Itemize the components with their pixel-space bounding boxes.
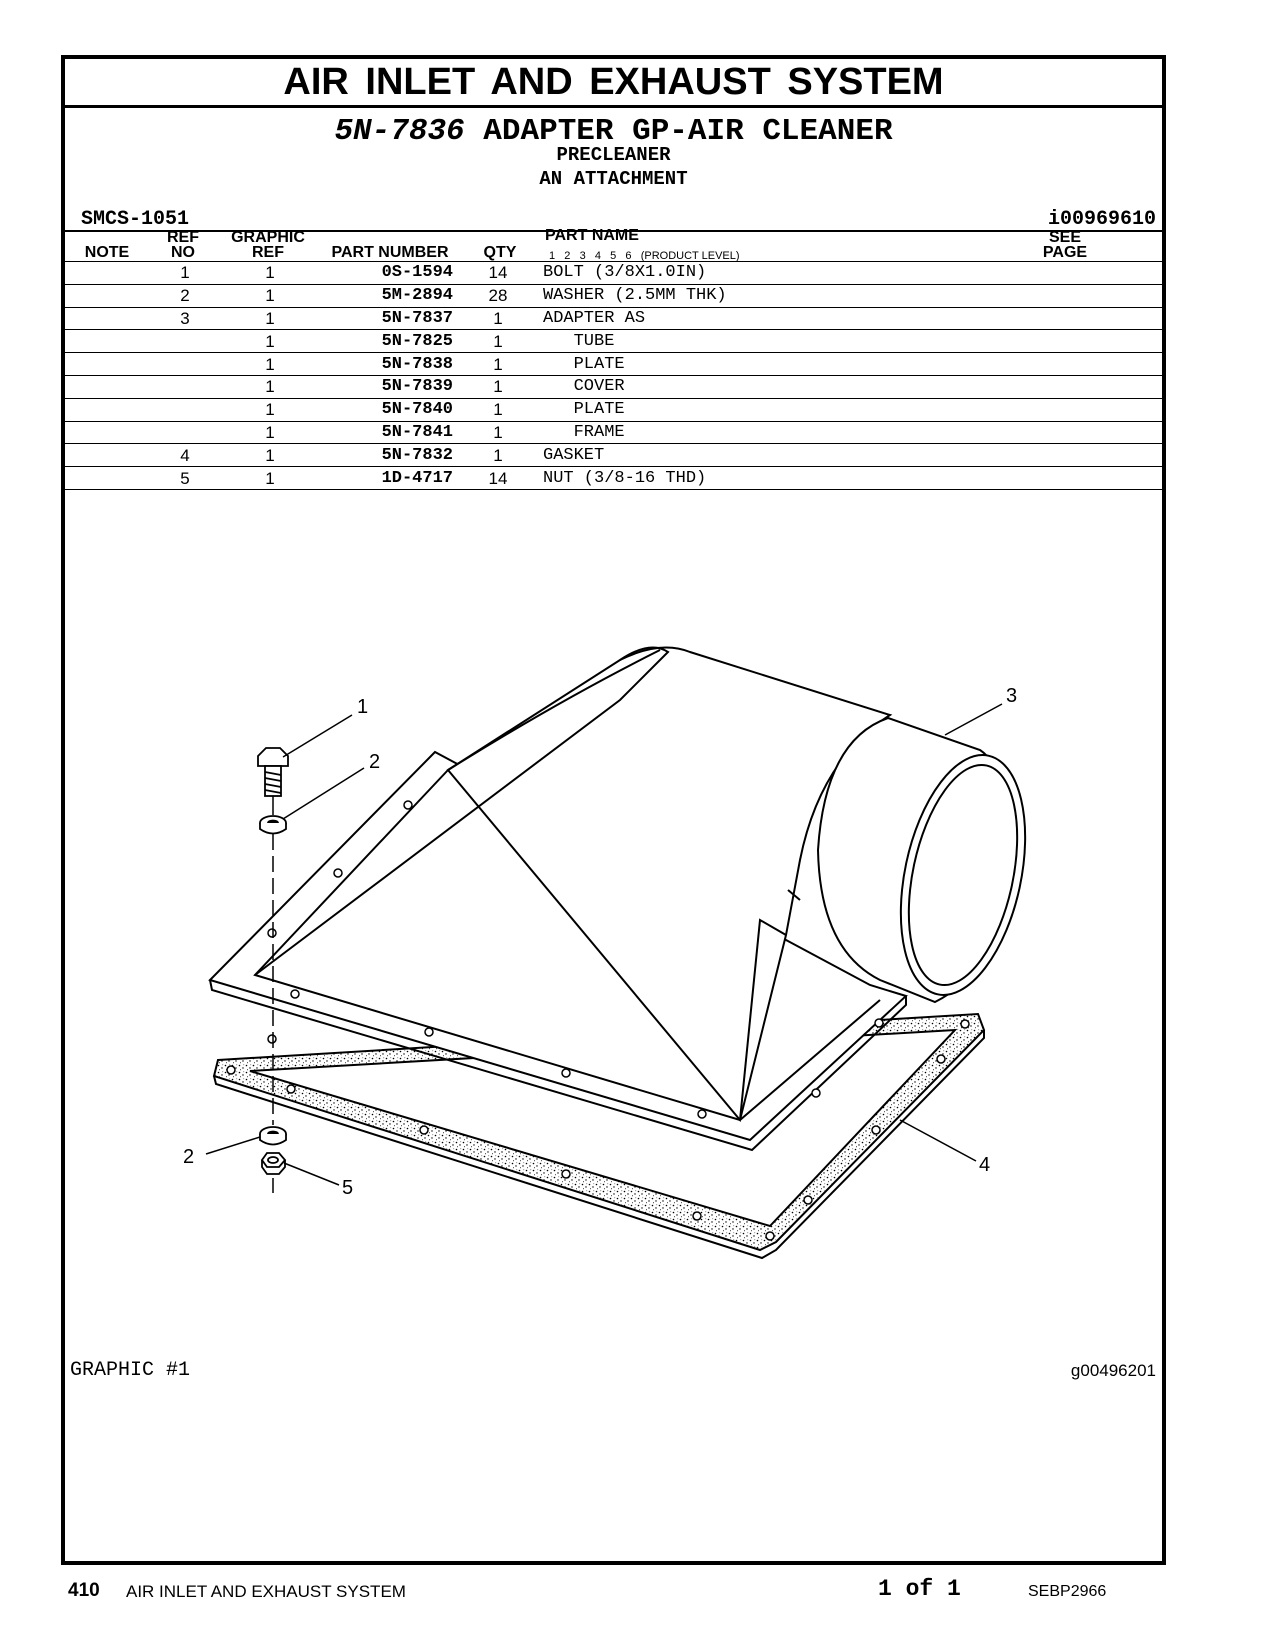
callout-5: 5	[342, 1177, 354, 1199]
row-part-name: GASKET	[543, 444, 1082, 467]
header-product-levels: 1 2 3 4 5 6 (PRODUCT LEVEL)	[549, 250, 740, 262]
row-graphic-ref: 1	[227, 444, 313, 467]
row-part-name: ADAPTER AS	[543, 307, 1082, 330]
row-part-name: COVER	[543, 375, 1082, 398]
header-ref-bottom: NO	[171, 244, 195, 261]
row-part-number: 0S-1594	[313, 262, 453, 284]
row-qty: 1	[453, 421, 543, 444]
washer-bottom	[260, 1127, 286, 1145]
callout-2-bottom: 2	[183, 1146, 195, 1168]
row-ref-no: 4	[143, 444, 227, 467]
header-ref-top: REF	[167, 229, 199, 246]
header-see-bottom: PAGE	[1042, 244, 1088, 261]
group-name: ADAPTER GP-AIR CLEANER	[483, 114, 893, 149]
row-part-number: 5N-7839	[313, 375, 453, 398]
row-part-number: 5M-2894	[313, 284, 453, 307]
row-part-name: PLATE	[543, 353, 1082, 376]
group-part-number: 5N-7836	[334, 114, 465, 149]
section-title: AIR INLET AND EXHAUST SYSTEM	[65, 59, 1162, 108]
row-part-number: 5N-7825	[313, 330, 453, 353]
row-graphic-ref: 1	[227, 330, 313, 353]
header-graphic-bottom: REF	[252, 244, 284, 261]
adapter-tube	[818, 718, 1045, 1006]
row-qty: 1	[453, 444, 543, 467]
row-graphic-ref: 1	[227, 353, 313, 376]
header-graphic-top: GRAPHIC	[231, 229, 305, 246]
row-graphic-ref: 1	[227, 421, 313, 444]
row-qty: 1	[453, 375, 543, 398]
row-ref-no: 3	[143, 307, 227, 330]
row-ref-no: 5	[143, 467, 227, 490]
footer-doc-number: SEBP2966	[1028, 1583, 1107, 1600]
callout-2-top: 2	[369, 751, 381, 773]
row-part-number: 1D-4717	[313, 467, 453, 490]
row-qty: 14	[453, 262, 543, 284]
row-graphic-ref: 1	[227, 307, 313, 330]
nut	[262, 1153, 285, 1174]
footer-page-number: 410	[68, 1580, 100, 1601]
row-ref-no: 1	[143, 262, 227, 284]
row-part-name: WASHER (2.5MM THK)	[543, 284, 1082, 307]
header-part-number: PART NUMBER	[331, 244, 449, 261]
group-subtitle-2: AN ATTACHMENT	[539, 168, 688, 190]
row-graphic-ref: 1	[227, 398, 313, 421]
header-note: NOTE	[84, 244, 130, 261]
row-part-name: PLATE	[543, 398, 1082, 421]
row-part-name: FRAME	[543, 421, 1082, 444]
bolt	[258, 748, 288, 796]
smcs-code: SMCS-1051	[81, 208, 190, 231]
row-graphic-ref: 1	[227, 284, 313, 307]
row-qty: 1	[453, 330, 543, 353]
row-part-name: NUT (3/8-16 THD)	[543, 467, 1082, 490]
header-part-name: PART NAME	[545, 227, 639, 244]
row-part-number: 5N-7837	[313, 307, 453, 330]
header-qty: QTY	[483, 244, 517, 261]
callout-1: 1	[357, 696, 369, 718]
callout-3: 3	[1006, 685, 1018, 707]
washer-top	[260, 816, 286, 834]
row-part-name: BOLT (3/8X1.0IN)	[543, 262, 1082, 284]
row-graphic-ref: 1	[227, 375, 313, 398]
row-qty: 28	[453, 284, 543, 307]
row-part-number: 5N-7840	[313, 398, 453, 421]
footer-section: AIR INLET AND EXHAUST SYSTEM	[126, 1582, 406, 1601]
row-qty: 1	[453, 307, 543, 330]
row-part-name: TUBE	[543, 330, 1082, 353]
row-graphic-ref: 1	[227, 262, 313, 284]
row-graphic-ref: 1	[227, 467, 313, 490]
header-see-top: SEE	[1048, 229, 1081, 246]
graphic-id: g00496201	[1070, 1361, 1156, 1380]
group-subtitle-1: PRECLEANER	[556, 144, 671, 166]
row-part-number: 5N-7841	[313, 421, 453, 444]
row-qty: 14	[453, 467, 543, 490]
graphic-label: GRAPHIC #1	[70, 1359, 191, 1382]
callout-4: 4	[979, 1154, 991, 1176]
footer-page-of: 1 of 1	[878, 1576, 961, 1602]
row-ref-no: 2	[143, 284, 227, 307]
illustration-id: i00969610	[1047, 208, 1156, 231]
row-qty: 1	[453, 353, 543, 376]
row-qty: 1	[453, 398, 543, 421]
row-part-number: 5N-7838	[313, 353, 453, 376]
row-part-number: 5N-7832	[313, 444, 453, 467]
